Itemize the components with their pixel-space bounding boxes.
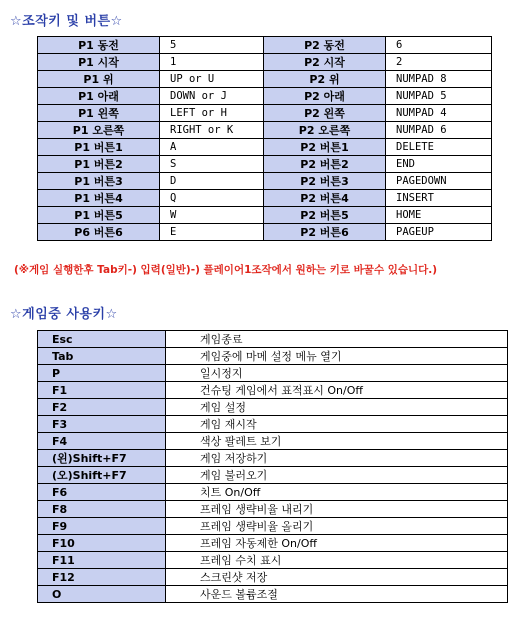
hotkey-cell: (왼)Shift+F7: [38, 450, 166, 467]
control-key-cell: A: [160, 139, 264, 156]
control-name-cell: P2 버튼3: [264, 173, 386, 190]
table-row: [38, 207, 492, 224]
control-key-cell: E: [160, 224, 264, 241]
hotkey-cell: F6: [38, 484, 166, 501]
table-row: [38, 433, 508, 450]
control-name-cell: P1 시작: [38, 54, 160, 71]
hotkey-cell: F10: [38, 535, 166, 552]
hotkey-description-cell: 게임 설정: [166, 399, 508, 416]
control-name-cell: P1 버튼3: [38, 173, 160, 190]
hotkey-cell: F9: [38, 518, 166, 535]
hotkey-description-cell: 프레임 생략비율 내리기: [166, 501, 508, 518]
table-row: [38, 156, 492, 173]
table-row: [38, 518, 508, 535]
control-name-cell: P1 오른쪽: [38, 122, 160, 139]
table-row: [38, 382, 508, 399]
table-row: [38, 190, 492, 207]
table-row: [38, 416, 508, 433]
control-key-cell: Q: [160, 190, 264, 207]
hotkey-cell: F4: [38, 433, 166, 450]
table-row: [38, 37, 492, 54]
table-row: [38, 348, 508, 365]
hotkey-cell: F12: [38, 569, 166, 586]
control-name-cell: P2 아래: [264, 88, 386, 105]
control-key-cell: NUMPAD 6: [386, 122, 492, 139]
table-row: [38, 54, 492, 71]
control-name-cell: P1 버튼4: [38, 190, 160, 207]
ingame-keys-table: [37, 330, 508, 603]
hotkey-cell: O: [38, 586, 166, 603]
table-row: [38, 467, 508, 484]
hotkey-description-cell: 프레임 수치 표시: [166, 552, 508, 569]
control-name-cell: P2 동전: [264, 37, 386, 54]
table-row: [38, 139, 492, 156]
table-row: [38, 173, 492, 190]
control-name-cell: P2 시작: [264, 54, 386, 71]
table-row: [38, 586, 508, 603]
control-name-cell: P6 버튼6: [38, 224, 160, 241]
hotkey-description-cell: 일시정지: [166, 365, 508, 382]
control-key-cell: PAGEUP: [386, 224, 492, 241]
control-name-cell: P2 버튼4: [264, 190, 386, 207]
control-key-cell: D: [160, 173, 264, 190]
hotkey-description-cell: 사운드 볼륨조절: [166, 586, 508, 603]
control-name-cell: P2 버튼5: [264, 207, 386, 224]
controls-title: ☆조작키 및 버튼☆: [10, 14, 123, 29]
control-name-cell: P2 위: [264, 71, 386, 88]
control-name-cell: P1 버튼2: [38, 156, 160, 173]
hotkey-cell: F11: [38, 552, 166, 569]
control-key-cell: NUMPAD 4: [386, 105, 492, 122]
table-row: [38, 105, 492, 122]
table-row: [38, 88, 492, 105]
hotkey-cell: Esc: [38, 331, 166, 348]
hotkey-description-cell: 게임 불러오기: [166, 467, 508, 484]
controls-table: [37, 36, 492, 241]
control-name-cell: P1 아래: [38, 88, 160, 105]
control-key-cell: 2: [386, 54, 492, 71]
table-row: [38, 71, 492, 88]
table-row: [38, 552, 508, 569]
hotkey-description-cell: 게임 저장하기: [166, 450, 508, 467]
control-key-cell: 5: [160, 37, 264, 54]
table-row: [38, 501, 508, 518]
hotkey-description-cell: 프레임 자동제한 On/Off: [166, 535, 508, 552]
control-name-cell: P2 버튼1: [264, 139, 386, 156]
table-row: [38, 535, 508, 552]
control-name-cell: P1 버튼1: [38, 139, 160, 156]
control-name-cell: P1 버튼5: [38, 207, 160, 224]
rebind-note: (※게임 실행한후 Tab키-) 입력(일반)-) 플레이어1조작에서 원하는 키로 바꿀수 있습니다.): [14, 264, 438, 276]
control-name-cell: P1 위: [38, 71, 160, 88]
control-key-cell: NUMPAD 8: [386, 71, 492, 88]
table-row: [38, 450, 508, 467]
table-row: [38, 365, 508, 382]
table-row: [38, 224, 492, 241]
control-name-cell: P1 동전: [38, 37, 160, 54]
control-key-cell: UP or U: [160, 71, 264, 88]
control-key-cell: S: [160, 156, 264, 173]
hotkey-cell: P: [38, 365, 166, 382]
control-key-cell: 6: [386, 37, 492, 54]
hotkey-cell: F2: [38, 399, 166, 416]
control-key-cell: PAGEDOWN: [386, 173, 492, 190]
table-row: [38, 569, 508, 586]
hotkey-description-cell: 건슈팅 게임에서 표적표시 On/Off: [166, 382, 508, 399]
hotkey-cell: Tab: [38, 348, 166, 365]
hotkey-description-cell: 게임 재시작: [166, 416, 508, 433]
control-key-cell: 1: [160, 54, 264, 71]
control-key-cell: DELETE: [386, 139, 492, 156]
control-name-cell: P2 왼쪽: [264, 105, 386, 122]
control-key-cell: END: [386, 156, 492, 173]
control-key-cell: DOWN or J: [160, 88, 264, 105]
table-row: [38, 399, 508, 416]
hotkey-cell: F3: [38, 416, 166, 433]
table-row: [38, 331, 508, 348]
hotkey-description-cell: 프레임 생략비율 올리기: [166, 518, 508, 535]
ingame-title: ☆게임중 사용키☆: [10, 307, 118, 322]
hotkey-description-cell: 게임중에 마메 설정 메뉴 열기: [166, 348, 508, 365]
control-key-cell: LEFT or H: [160, 105, 264, 122]
hotkey-description-cell: 색상 팔레트 보기: [166, 433, 508, 450]
hotkey-description-cell: 게임종료: [166, 331, 508, 348]
control-name-cell: P2 버튼2: [264, 156, 386, 173]
control-key-cell: HOME: [386, 207, 492, 224]
control-key-cell: INSERT: [386, 190, 492, 207]
hotkey-cell: F8: [38, 501, 166, 518]
control-key-cell: NUMPAD 5: [386, 88, 492, 105]
control-name-cell: P2 오른쪽: [264, 122, 386, 139]
hotkey-cell: (오)Shift+F7: [38, 467, 166, 484]
control-name-cell: P2 버튼6: [264, 224, 386, 241]
control-key-cell: RIGHT or K: [160, 122, 264, 139]
hotkey-description-cell: 스크린샷 저장: [166, 569, 508, 586]
control-name-cell: P1 왼쪽: [38, 105, 160, 122]
table-row: [38, 122, 492, 139]
control-key-cell: W: [160, 207, 264, 224]
hotkey-cell: F1: [38, 382, 166, 399]
table-row: [38, 484, 508, 501]
hotkey-description-cell: 치트 On/Off: [166, 484, 508, 501]
